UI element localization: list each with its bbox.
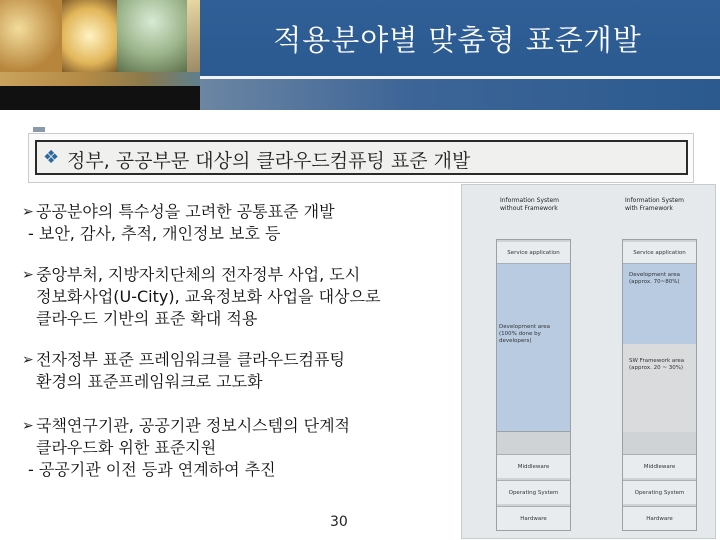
- bullet-2-line-1: 중앙부처, 지방자치단체의 전자정부 사업, 도시: [36, 265, 361, 284]
- right-fw-line-2: (approx. 20 ~ 30%): [629, 365, 684, 371]
- left-service-layer: Service application: [497, 242, 570, 264]
- right-os-layer: Operating System: [623, 480, 696, 504]
- banner-lower-band: [200, 79, 720, 110]
- left-development-text: [499, 324, 568, 345]
- left-hardware-layer: Hardware: [497, 506, 570, 530]
- arrow-bullet-icon: ➢: [22, 418, 34, 434]
- bullet-3: [22, 349, 345, 393]
- page-title: 적용분야별 맞춤형 표준개발: [273, 23, 642, 57]
- stack-with-framework: [622, 239, 697, 531]
- banner-photo-mouse: [117, 0, 187, 72]
- subtitle-box: [35, 140, 688, 175]
- bullet-3-line-1: 전자정부 표준 프레임워크를 클라우드컴퓨팅: [36, 350, 345, 369]
- right-dev-line-2: (approx. 70~80%): [629, 279, 680, 285]
- bullet-2: [22, 264, 381, 330]
- banner-photo-lightbulb: [62, 0, 117, 72]
- left-development-layer: [497, 264, 570, 432]
- subtitle-text: 정부, 공공부문 대상의 클라우드컴퓨팅 표준 개발: [67, 150, 471, 172]
- left-column-heading: [500, 197, 559, 213]
- arrow-bullet-icon: ➢: [22, 204, 34, 220]
- banner-photo-1: [0, 0, 62, 72]
- left-os-layer: Operating System: [497, 480, 570, 504]
- left-middleware-layer: Middleware: [497, 454, 570, 478]
- right-service-layer: Service application: [623, 242, 696, 264]
- diamond-cluster-icon: ❖: [43, 147, 60, 168]
- right-hardware-layer: Hardware: [623, 506, 696, 530]
- bullet-2-line-3: 클라우드 기반의 표준 확대 적용: [36, 309, 258, 328]
- right-heading-line-1: Information System: [625, 197, 685, 204]
- left-dev-line-2: (100% done by developers): [499, 331, 541, 344]
- header-banner: [0, 0, 720, 110]
- bullet-4-line-3: - 공공기관 이전 등과 연계하여 추진: [28, 460, 276, 479]
- subtitle-marker: [33, 127, 45, 132]
- banner-dark-strip: [0, 86, 200, 110]
- framework-diagram: [461, 184, 716, 539]
- left-dev-line-1: Development area: [499, 324, 551, 330]
- bullet-4-line-1: 국책연구기관, 공공기관 정보시스템의 단계적: [36, 416, 351, 435]
- bullet-4: [22, 415, 351, 481]
- right-column-heading: [625, 197, 684, 213]
- right-dev-line-1: Development area: [629, 272, 681, 278]
- right-fw-line-1: SW Framework area: [629, 358, 685, 364]
- right-heading-line-2: with Framework: [625, 205, 673, 212]
- right-middleware-layer: Middleware: [623, 454, 696, 478]
- stack-without-framework: [496, 239, 571, 531]
- bullet-1: [22, 201, 335, 245]
- bullet-3-line-2: 환경의 표준프레임워크로 고도화: [36, 372, 263, 391]
- bullet-2-line-2: 정보화사업(U-City), 교육정보화 사업을 대상으로: [36, 287, 381, 306]
- bullet-1-line-1: 공공분야의 특수성을 고려한 공통표준 개발: [36, 202, 335, 221]
- bullet-4-line-2: 클라우드화 위한 표준지원: [36, 438, 217, 457]
- page-number: 30: [330, 514, 348, 530]
- left-heading-line-2: without Framework: [500, 205, 558, 212]
- right-framework-text: [629, 358, 691, 372]
- bullet-1-line-2: - 보안, 감사, 추적, 개인정보 보호 등: [28, 224, 281, 243]
- left-heading-line-1: Information System: [500, 197, 560, 204]
- arrow-bullet-icon: ➢: [22, 352, 34, 368]
- right-development-text: [629, 272, 691, 286]
- arrow-bullet-icon: ➢: [22, 267, 34, 283]
